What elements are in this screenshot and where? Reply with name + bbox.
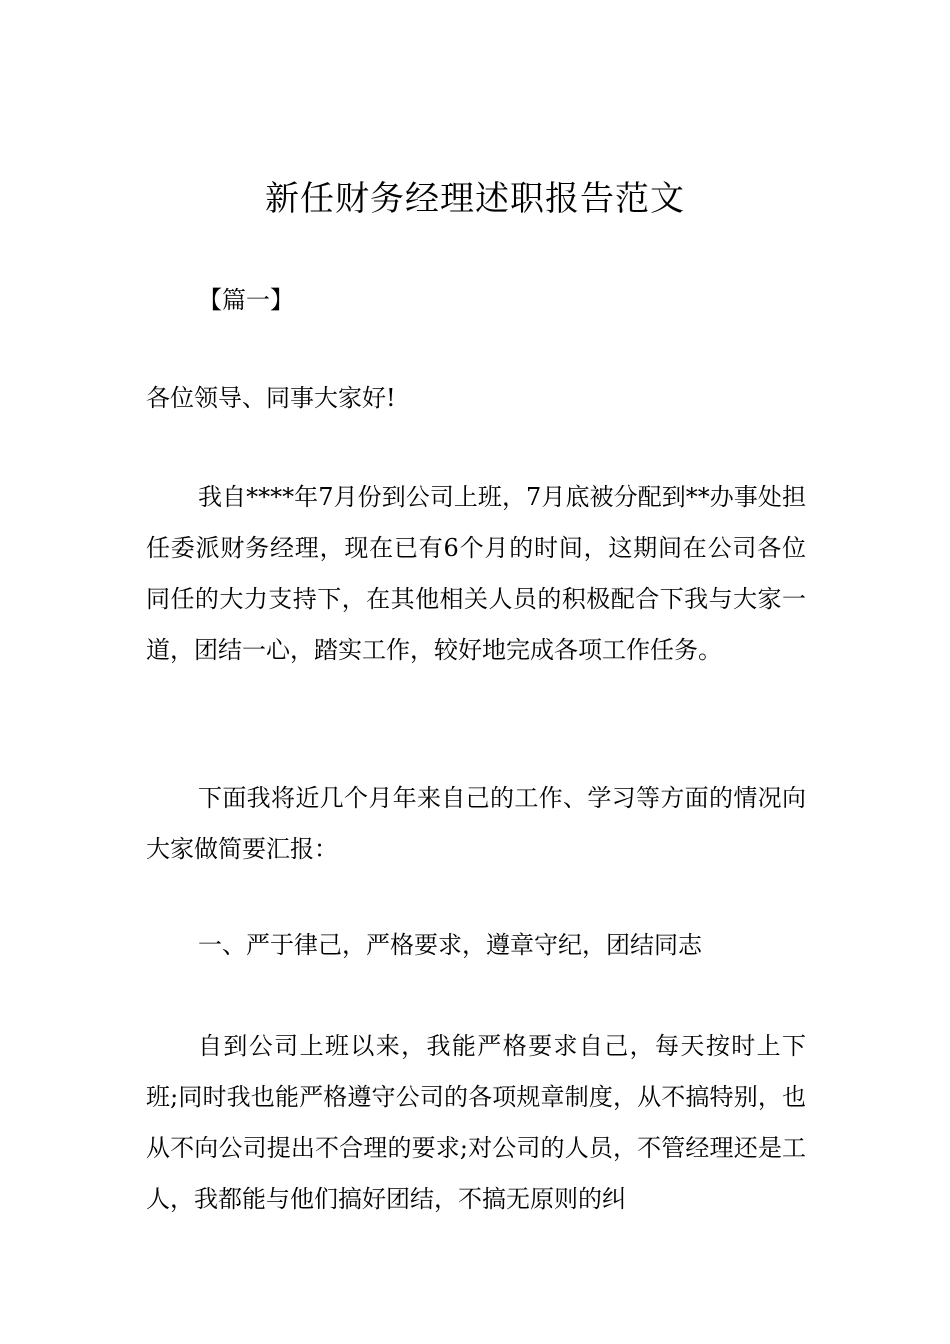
body-paragraph-3: 自到公司上班以来，我能严格要求自己，每天按时上下班;同时我也能严格遵守公司的各项规章制度，从不搞特别，也从不向公司提出不合理的要求;对公司的人员，不管经理还是工人，我都能与他们搞好团结，不搞无原则的纠 [146,1032,806,1213]
body-paragraph-2: 下面我将近几个月年来自己的工作、学习等方面的情况向大家做简要汇报： [146,784,806,863]
section-label: 【篇一】 [198,286,294,314]
greeting-paragraph: 各位领导、同事大家好! [146,384,396,412]
document-title: 新任财务经理述职报告范文 [265,179,685,219]
section-heading-1: 一、严于律己，严格要求，遵章守纪，团结同志 [198,931,702,959]
body-paragraph-1: 我自****年7月份到公司上班，7月底被分配到**办事处担任委派财务经理，现在已有6个月的时间，这期间在公司各位同任的大力支持下，在其他相关人员的积极配合下我与大家一道，团结一心，踏实工作，较好地完成各项工作任务。 [146,483,806,664]
